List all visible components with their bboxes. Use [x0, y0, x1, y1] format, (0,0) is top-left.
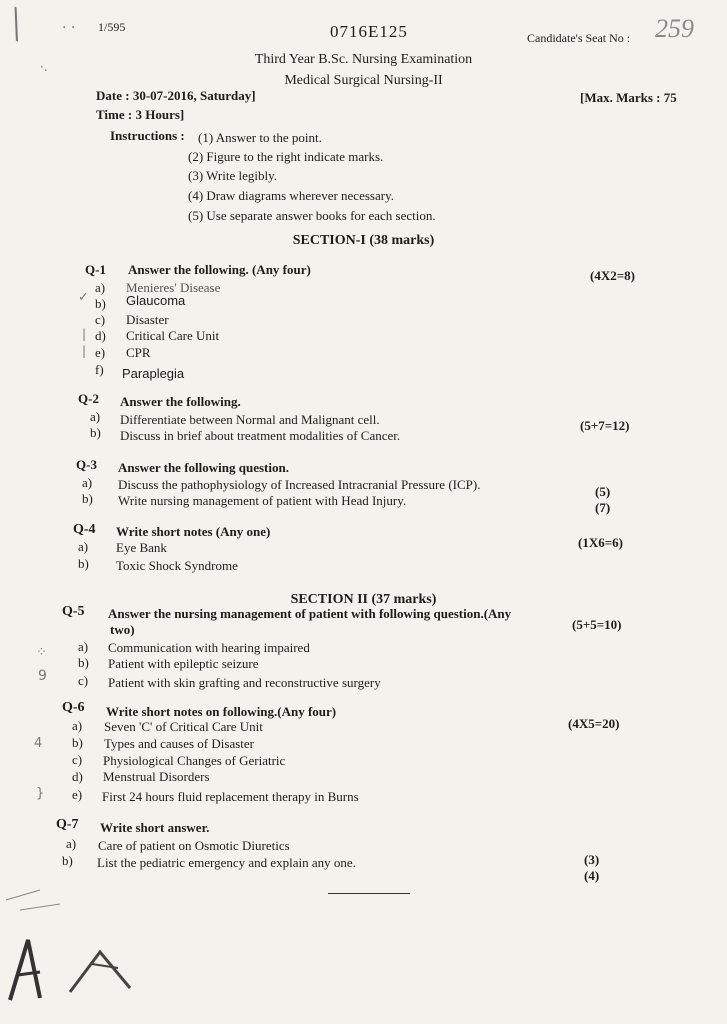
part-text: Glaucoma	[126, 293, 186, 308]
instruction-item: (1) Answer to the point.	[198, 130, 322, 145]
part-text: Discuss in brief about treatment modalities of Cancer.	[120, 428, 401, 443]
question-marks: (5+7=12)	[580, 418, 630, 433]
paper-code: 0716E125	[330, 22, 408, 41]
question-number: Q-6	[62, 700, 85, 715]
pencil-mark: |	[82, 344, 87, 358]
question-number: Q-2	[78, 391, 99, 406]
part-label: c)	[95, 312, 106, 327]
pencil-mark: 4	[34, 736, 43, 751]
part-text: Types and causes of Disaster	[104, 736, 254, 751]
part-marks: (7)	[595, 500, 611, 515]
part-text: CPR	[126, 345, 151, 360]
question-number: Q-1	[85, 262, 106, 277]
part-label: a)	[72, 718, 83, 733]
instruction-item: (5) Use separate answer books for each section.	[188, 208, 436, 223]
part-label: c)	[78, 673, 89, 688]
instruction-item: (3) Write legibly.	[188, 168, 278, 183]
question-text: Answer the following.	[120, 394, 241, 409]
part-text: Menieres' Disease	[126, 280, 221, 295]
pencil-mark: |	[82, 327, 87, 341]
part-label: a)	[78, 539, 89, 554]
part-text: Differentiate between Normal and Malignant cell.	[120, 412, 380, 427]
end-rule	[328, 893, 410, 894]
paper-serial: 1/595	[98, 20, 126, 34]
part-text: Eye Bank	[116, 540, 167, 555]
part-text: Care of patient on Osmotic Diuretics	[98, 838, 290, 853]
part-marks: (3)	[584, 852, 600, 867]
part-label: e)	[72, 787, 83, 802]
part-marks: (5)	[595, 484, 611, 499]
question-marks: (4X5=20)	[568, 716, 620, 731]
question-text: Answer the nursing management of patient with following question.(Any	[108, 606, 512, 621]
instruction-item: (2) Figure to the right indicate marks.	[188, 149, 384, 164]
part-label: b)	[62, 853, 73, 868]
part-text: List the pediatric emergency and explain any one.	[97, 855, 356, 870]
part-text: Patient with epileptic seizure	[108, 656, 259, 671]
part-text: Seven 'C' of Critical Care Unit	[104, 719, 263, 734]
question-number: Q-4	[73, 522, 96, 537]
part-text: Write nursing management of patient with Head Injury.	[118, 493, 407, 508]
section-2-title: SECTION II (37 marks)	[290, 592, 437, 607]
pencil-mark: ╲	[2, 8, 30, 42]
question-marks: (5+5=10)	[572, 617, 622, 632]
question-marks: (1X6=6)	[578, 535, 623, 550]
part-label: d)	[95, 328, 106, 343]
question-text: Write short notes on following.(Any four)	[106, 704, 337, 719]
pencil-mark: ·.	[40, 60, 48, 74]
part-text: Paraplegia	[122, 366, 185, 381]
question-number: Q-5	[62, 604, 85, 619]
question-text: Write short answer.	[100, 820, 210, 835]
exam-time: Time : 3 Hours]	[96, 107, 185, 122]
part-text: Patient with skin grafting and reconstructive surgery	[108, 675, 381, 690]
part-text: Critical Care Unit	[126, 328, 220, 343]
part-label: f)	[95, 362, 104, 377]
part-text: Physiological Changes of Geriatric	[103, 753, 286, 768]
part-label: b)	[90, 425, 101, 440]
part-label: a)	[78, 639, 89, 654]
exam-date: Date : 30-07-2016, Saturday]	[96, 88, 256, 103]
part-text: Communication with hearing impaired	[108, 640, 310, 655]
seat-label: Candidate's Seat No :	[527, 31, 631, 45]
part-text: Toxic Shock Syndrome	[116, 558, 238, 573]
question-text: Answer the following. (Any four)	[128, 262, 311, 277]
part-label: b)	[95, 296, 106, 311]
part-label: a)	[66, 836, 77, 851]
question-number: Q-7	[56, 817, 79, 832]
question-marks: (4X2=8)	[590, 268, 635, 283]
seat-number: 259	[655, 14, 694, 43]
pencil-mark: 9	[38, 668, 47, 684]
instruction-item: (4) Draw diagrams wherever necessary.	[188, 188, 394, 203]
pencil-mark: ⁘	[36, 645, 47, 660]
pencil-mark: ✓	[78, 290, 89, 305]
part-text: Menstrual Disorders	[103, 769, 210, 784]
part-marks: (4)	[584, 868, 600, 883]
part-label: e)	[95, 345, 106, 360]
part-label: b)	[78, 556, 89, 571]
part-text: First 24 hours fluid replacement therapy in Burns	[102, 789, 359, 804]
part-label: c)	[72, 752, 83, 767]
part-text: Discuss the pathophysiology of Increased Intracranial Pressure (ICP).	[118, 477, 481, 492]
part-text: Disaster	[126, 312, 169, 327]
pencil-mark: · ·	[62, 20, 76, 36]
instructions-label: Instructions :	[110, 128, 185, 143]
question-text-cont: two)	[110, 622, 135, 637]
part-label: b)	[82, 491, 93, 506]
max-marks: [Max. Marks : 75	[580, 90, 677, 105]
pencil-mark: }	[36, 786, 45, 801]
question-text: Answer the following question.	[118, 460, 289, 475]
part-label: b)	[78, 655, 89, 670]
exam-title: Third Year B.Sc. Nursing Examination	[254, 52, 473, 67]
part-label: b)	[72, 735, 83, 750]
section-1-title: SECTION-I (38 marks)	[292, 233, 435, 248]
part-label: a)	[90, 409, 101, 424]
question-text: Write short notes (Any one)	[116, 524, 271, 539]
exam-subject: Medical Surgical Nursing-II	[284, 73, 443, 88]
pencil-scribble	[0, 880, 180, 1010]
question-number: Q-3	[76, 457, 97, 472]
part-label: a)	[82, 475, 93, 490]
part-label: a)	[95, 280, 106, 295]
part-label: d)	[72, 769, 83, 784]
